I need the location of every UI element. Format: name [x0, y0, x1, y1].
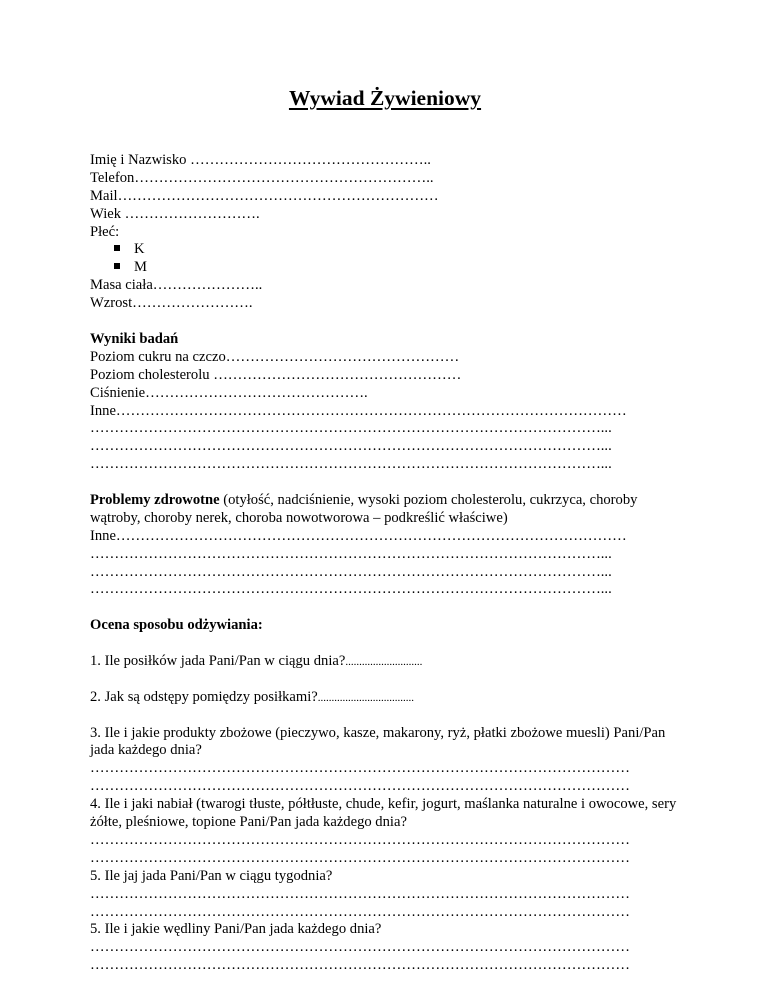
dotted-line: ……………………………………………………………………………………………... [90, 420, 612, 437]
question-1-answer-line: ............................ [345, 656, 423, 668]
question-2-text: 2. Jak są odstępy pomiędzy posiłkami? [90, 688, 318, 705]
height-field: Wzrost……………………. [90, 295, 253, 312]
question-1-text: 1. Ile posiłków jada Pani/Pan w ciągu dnia? [90, 653, 346, 669]
dotted-line: ………………………………………………………………………………………………… [90, 778, 630, 795]
sex-option-label: M [134, 259, 147, 276]
dotted-line: ……………………………………………………………………………………………... [90, 456, 612, 473]
sex-option-label: K [134, 241, 145, 258]
health-other-field: Inne…………………………………………………………………………………………… [90, 527, 627, 544]
form-body [90, 152, 680, 975]
health-heading: Problemy zdrowotne [90, 491, 220, 508]
square-bullet-icon [114, 245, 120, 251]
question-4: 4. Ile i jaki nabiał (twarogi tłuste, półtłuste, chude, kefir, jogurt, maślanka naturalne i owocowe, sery żółte, pleśniowe, topione Pani/Pan jada każdego dnia? [90, 796, 677, 831]
dotted-line: ………………………………………………………………………………………………… [90, 760, 630, 777]
dotted-line: ……………………………………………………………………………………………... [90, 545, 612, 562]
question-5-cold-meats: 5. Ile i jakie wędliny Pani/Pan jada każdego dnia? [90, 921, 382, 938]
question-2-answer-line: ................................... [317, 691, 415, 704]
question-3: 3. Ile i jakie produkty zbożowe (pieczywo, kasze, makarony, ryż, płatki zbożowe muesli) Pani/Pan jada każdego dnia? [90, 724, 666, 759]
question-2 [90, 689, 680, 707]
dotted-line: ……………………………………………………………………………………………... [90, 581, 612, 598]
sex-label: Płeć: [90, 223, 120, 240]
sugar-field: Poziom cukru na czczo………………………………………… [90, 348, 460, 365]
health-problems-paragraph [90, 492, 680, 528]
cholesterol-field: Poziom cholesterolu …………………………………………… [90, 366, 462, 383]
results-heading: Wyniki badań [90, 330, 179, 347]
dotted-line: ………………………………………………………………………………………………… [90, 903, 630, 920]
dotted-line: ………………………………………………………………………………………………… [90, 849, 630, 866]
dotted-line: ………………………………………………………………………………………………… [90, 885, 630, 902]
results-other-field: Inne…………………………………………………………………………………………… [90, 402, 627, 419]
document-title: Wywiad Żywieniowy [288, 86, 482, 110]
name-field: Imię i Nazwisko ………………………………………….. [90, 152, 431, 168]
weight-field: Masa ciała………………….. [90, 277, 263, 294]
dotted-line: ……………………………………………………………………………………………... [90, 438, 612, 455]
pressure-field: Ciśnienie………………………………………. [90, 384, 368, 401]
dotted-line: ………………………………………………………………………………………………… [90, 831, 630, 848]
question-1 [90, 653, 680, 671]
dotted-line: ………………………………………………………………………………………………… [90, 939, 630, 956]
square-bullet-icon [114, 263, 120, 269]
sex-option-m [90, 259, 680, 277]
sex-option-k [90, 241, 680, 259]
phone-field: Telefon…………………………………………………….. [90, 169, 434, 186]
question-5-eggs: 5. Ile jaj jada Pani/Pan w ciągu tygodnia? [90, 867, 333, 884]
age-field: Wiek ………………………. [90, 205, 260, 222]
health-description: (otyłość, nadciśnienie, wysoki poziom cholesterolu, cukrzyca, choroby wątroby, choroby nerek, choroba nowotworowa – podkreślić właściwe) [90, 491, 638, 526]
dotted-line: ………………………………………………………………………………………………… [90, 957, 630, 974]
dotted-line: ……………………………………………………………………………………………... [90, 563, 612, 580]
assessment-heading: Ocena sposobu odżywiania: [90, 617, 263, 634]
mail-field: Mail………………………………………………………… [90, 187, 439, 204]
